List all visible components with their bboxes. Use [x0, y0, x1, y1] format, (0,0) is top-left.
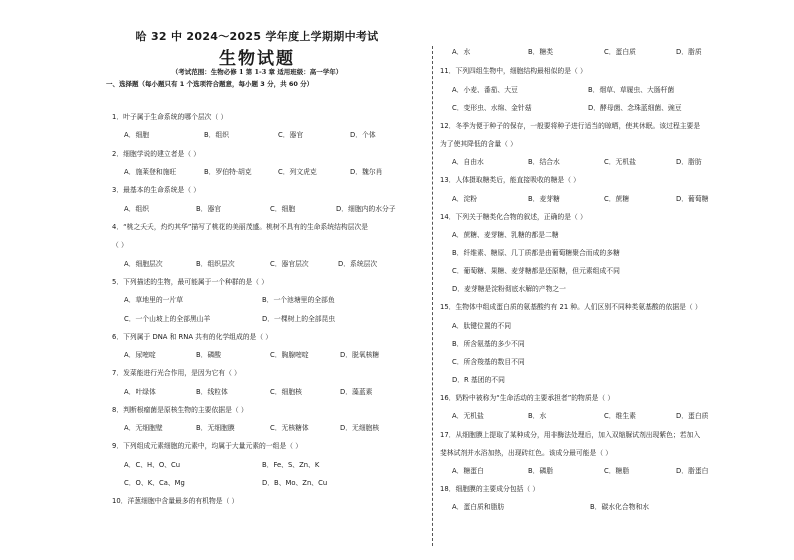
q11-option-c: C．变形虫、水绵、金针菇 [452, 104, 532, 112]
q12-option-c: C．无机盐 [604, 158, 636, 166]
question-10: 10．洋葱细胞中含量最多的有机物是（ ） [112, 497, 239, 505]
q5-option-c: C．一个山坡上的全部黑山羊 [124, 315, 211, 323]
q15-option-d: D．R 基团的不同 [452, 376, 505, 384]
q15-option-b: B．所含氨基的多少不同 [452, 340, 525, 348]
q8-option-a: A．无细胞壁 [124, 424, 163, 432]
q12-option-a: A．自由水 [452, 158, 484, 166]
q9-option-b: B．Fe、S、Zn、K [262, 461, 320, 469]
q14-option-c: C．葡萄糖、果糖、麦芽糖都是还原糖，但元素组成不同 [452, 267, 620, 275]
question-11: 11．下列四组生物中，细胞结构最相似的是（ ） [440, 67, 587, 75]
q7-option-b: B．线粒体 [196, 388, 228, 396]
question-4: 4．“桃之夭夭，灼灼其华”描写了桃花的美丽茂盛。桃树不具有的生命系统结构层次是 [112, 223, 369, 231]
q2-option-a: A．施莱登和施旺 [124, 168, 177, 176]
q1-option-a: A．细胞 [124, 131, 150, 139]
question-12: 12．冬季为便于种子的保存，一般要将种子进行适当的晾晒，使其休眠。该过程主要是 [440, 122, 701, 130]
q11-option-d: D．酵母菌、念珠蓝细菌、豌豆 [588, 104, 682, 112]
q11-option-b: B．烟草、草履虫、大肠杆菌 [588, 86, 675, 94]
q4-option-a: A．细胞层次 [124, 260, 163, 268]
question-1: 1．叶子属于生命系统的哪个层次（ ） [112, 113, 228, 121]
q2-option-b: B．罗伯特·胡克 [204, 168, 252, 176]
q13-option-a: A．淀粉 [452, 195, 478, 203]
question-8: 8．判断根瘤菌是原核生物的主要依据是（ ） [112, 406, 248, 414]
q1-option-b: B．组织 [204, 131, 230, 139]
question-5: 5．下列描述的生物，最可能属于一个种群的是（ ） [112, 278, 269, 286]
q5-option-d: D．一棵树上的全部昆虫 [262, 315, 336, 323]
question-13: 13．人体摄取糖类后，能直接吸收的糖是（ ） [440, 176, 580, 184]
q6-option-c: C．胸腺嘧啶 [270, 351, 309, 359]
question-15: 15．生物体中组成蛋白质的氨基酸约有 21 种。人们区别不同种类氨基酸的依据是（ ） [440, 303, 702, 311]
q15-option-a: A．肽键位置的不同 [452, 322, 512, 330]
q1-option-c: C．器官 [278, 131, 304, 139]
q3-option-c: C．细胞 [270, 205, 296, 213]
question-7: 7．发菜能进行光合作用，是因为它有（ ） [112, 369, 241, 377]
q18-option-b: B．碳水化合物和水 [590, 503, 650, 511]
q7-option-d: D．藻蓝素 [340, 388, 373, 396]
q4-option-c: C．器官层次 [270, 260, 309, 268]
q10-option-b: B．糖类 [528, 48, 554, 56]
q9-option-c: C．O、K、Ca、Mg [124, 479, 185, 487]
question-12-cont: 为了使其降低的含量（ ） [440, 140, 517, 148]
q8-option-c: C．无核糖体 [270, 424, 309, 432]
q12-option-b: B．结合水 [528, 158, 560, 166]
question-3: 3．最基本的生命系统是（ ） [112, 186, 201, 194]
q6-option-b: B．磷酸 [196, 351, 222, 359]
q1-option-d: D．个体 [350, 131, 376, 139]
q18-option-a: A．蛋白质和脂肪 [452, 503, 505, 511]
q17-option-c: C．糖脂 [604, 467, 630, 475]
q11-option-a: A．小麦、番茄、大豆 [452, 86, 518, 94]
question-4-cont: （ ） [112, 241, 128, 249]
q5-option-a: A．草地里的一片草 [124, 296, 184, 304]
q5-option-b: B．一个池塘里的全部鱼 [262, 296, 335, 304]
question-6: 6．下列属于 DNA 和 RNA 共有的化学组成的是（ ） [112, 333, 273, 341]
q14-option-a: A．蔗糖、麦芽糖、乳糖的都是二糖 [452, 231, 559, 239]
q16-option-b: B．水 [528, 412, 547, 420]
q17-option-d: D．脂蛋白 [676, 467, 709, 475]
q9-option-d: D．B、Mo、Zn、Cu [262, 479, 328, 487]
scope-note: （考试范围：生物必修 1 第 1-3 章 适用班级：高一学年） [171, 68, 343, 76]
q16-option-d: D．蛋白质 [676, 412, 709, 420]
q4-option-b: B．组织层次 [196, 260, 235, 268]
q6-option-d: D．脱氧核糖 [340, 351, 380, 359]
q10-option-a: A．水 [452, 48, 471, 56]
q6-option-a: A．尿嘧啶 [124, 351, 156, 359]
subject-title: 生物试题 [219, 49, 295, 69]
q17-option-a: A．糖蛋白 [452, 467, 484, 475]
question-17-cont: 斐林试剂并水浴加热，出现砖红色。该成分最可能是（ ） [440, 449, 613, 457]
question-14: 14．下列关于糖类化合物的叙述，正确的是（ ） [440, 213, 587, 221]
q10-option-c: C．蛋白质 [604, 48, 636, 56]
q13-option-d: D．葡萄糖 [676, 195, 709, 203]
q14-option-b: B．纤维素、糖原、几丁质都是由葡萄糖聚合而成的多糖 [452, 249, 620, 257]
q2-option-d: D．魏尔肖 [350, 168, 383, 176]
q12-option-d: D．脂肪 [676, 158, 702, 166]
section-heading: 一、选择题（每小题只有 1 个选项符合题意，每小题 3 分，共 60 分） [106, 80, 314, 88]
question-2: 2．细胞学说的建立者是（ ） [112, 150, 201, 158]
q7-option-c: C．细胞核 [270, 388, 302, 396]
q15-option-c: C．所含羧基的数目不同 [452, 358, 525, 366]
q8-option-b: B．无细胞膜 [196, 424, 235, 432]
question-9: 9．下列组成元素细胞的元素中，均属于大量元素的一组是（ ） [112, 442, 302, 450]
question-17: 17．从细胞膜上提取了某种成分，用非酶法处理后，加入双缩脲试剂出现紫色；若加入 [440, 431, 701, 439]
q8-option-d: D．无细胞核 [340, 424, 380, 432]
q14-option-d: D．麦芽糖是淀粉彻底水解的产物之一 [452, 285, 566, 293]
q7-option-a: A．叶绿体 [124, 388, 156, 396]
question-16: 16．奶粉中被称为“生命活动的主要承担者”的物质是（ ） [440, 394, 615, 402]
q17-option-b: B．磷脂 [528, 467, 554, 475]
q3-option-b: B．器官 [196, 205, 222, 213]
q3-option-a: A．组织 [124, 205, 150, 213]
exam-title: 哈 32 中 2024～2025 学年度上学期期中考试 [135, 30, 379, 43]
q2-option-c: C．列文虎克 [278, 168, 317, 176]
q4-option-d: D．系统层次 [338, 260, 378, 268]
column-divider [432, 46, 433, 546]
q16-option-c: C．维生素 [604, 412, 636, 420]
question-18: 18．细胞膜的主要成分包括（ ） [440, 485, 540, 493]
q10-option-d: D．脂质 [676, 48, 702, 56]
q13-option-c: C．蔗糖 [604, 195, 630, 203]
q16-option-a: A．无机盐 [452, 412, 484, 420]
q13-option-b: B．麦芽糖 [528, 195, 560, 203]
q9-option-a: A．C、H、O、Cu [124, 461, 181, 469]
q3-option-d: D．细胞内的水分子 [336, 205, 396, 213]
